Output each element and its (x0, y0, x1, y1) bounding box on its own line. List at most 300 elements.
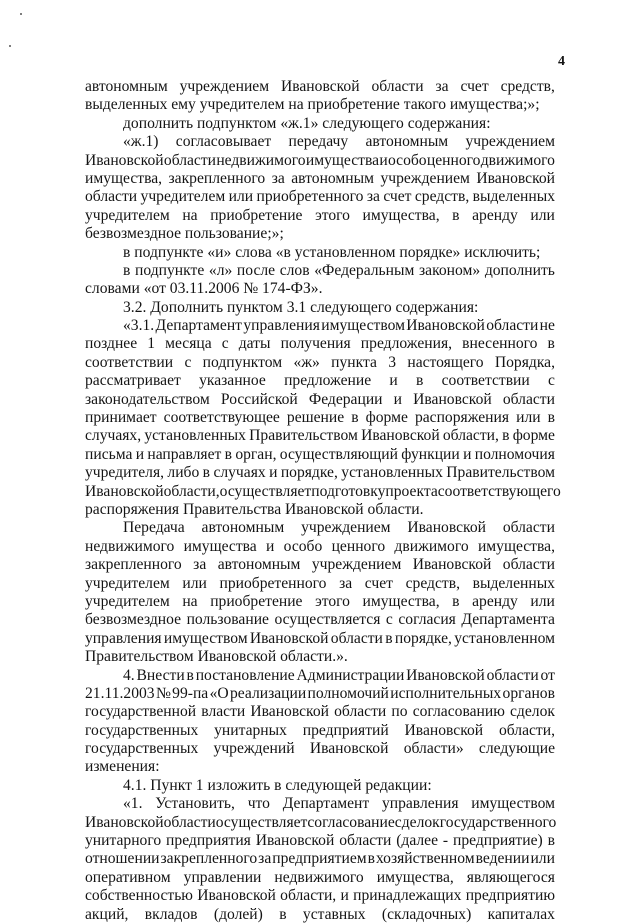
text-word: или (516, 409, 541, 427)
text-word: не (539, 317, 555, 335)
text-word: законодательством (85, 390, 210, 408)
text-word: реализации (229, 684, 307, 702)
text-word: направляет (147, 445, 222, 463)
text-word: настоящего (407, 353, 484, 371)
text-word: соответствующего (437, 482, 561, 500)
text-word: учреждений (213, 740, 295, 758)
text-word: сделок (510, 703, 555, 721)
text-word: или (530, 206, 555, 224)
text-word: области, (163, 482, 220, 500)
text-word: сделок (394, 813, 440, 831)
text-word: с (385, 611, 393, 629)
text-line (85, 299, 555, 317)
text-word: закрепленного (168, 169, 266, 187)
text-word: 4. (123, 666, 135, 684)
text-word: предприятием (272, 850, 367, 868)
text-word: с (548, 372, 555, 390)
text-word: счет (460, 78, 489, 95)
text-line (85, 317, 555, 335)
text-word: «Федеральным (314, 261, 415, 279)
text-word: получения (280, 335, 351, 353)
text-word: рассматривает (85, 372, 181, 390)
text-word: закрепленного (160, 850, 258, 868)
text-word: хозяйственном (375, 850, 475, 868)
text-line (85, 244, 555, 262)
text-line (85, 409, 555, 427)
text-word: отношении (85, 850, 160, 868)
text-word: внесенного (462, 335, 538, 353)
text-word: и (389, 372, 398, 390)
text-word: имущества, (362, 592, 440, 610)
text-word: согласование (307, 813, 395, 831)
text-word: и (266, 537, 275, 555)
text-word: позднее (85, 335, 138, 353)
text-word: - (442, 832, 449, 850)
text-word: собственностью (85, 887, 193, 905)
text-word: Порядка, (494, 353, 555, 371)
text-line (85, 887, 555, 905)
text-word: особо (283, 537, 323, 555)
text-word: за (366, 188, 380, 206)
text-line (85, 372, 555, 390)
text-word: подпунктом (202, 353, 283, 371)
text-word: приобретенного (219, 574, 327, 592)
text-word: выделенных (472, 574, 555, 592)
text-word: вкладов (144, 905, 198, 923)
text-word: в (279, 905, 287, 923)
text-word: порядке, (280, 464, 338, 482)
text-word: соответствии (441, 372, 530, 390)
text-word: имущества, (362, 206, 440, 224)
text-word: безвозмездное (85, 611, 182, 629)
text-word: средств, (500, 78, 555, 95)
text-word: форме (512, 427, 555, 445)
text-word: Ивановской (309, 740, 389, 758)
text-word: согласовывает (175, 133, 272, 151)
text-word: с (184, 353, 192, 371)
text-word: Ивановской (250, 703, 329, 721)
text-word: Ивановской (361, 427, 440, 445)
text-word: области (163, 151, 217, 169)
text-word: соответствии (85, 353, 174, 371)
text-word: орган, (235, 445, 277, 463)
text-word: Администрации (296, 666, 405, 684)
text-word: государственных (85, 721, 199, 739)
text-word: в (224, 445, 233, 463)
text-word: соответствующее (163, 409, 280, 427)
text-word: унитарных (214, 721, 287, 739)
text-word: аренду (472, 592, 518, 610)
text-word: Ивановской (413, 390, 492, 408)
text-word: Правительством (446, 464, 555, 482)
text-word: управления (85, 629, 162, 647)
text-word: учредителя, (85, 464, 165, 482)
text-word: Ивановской (85, 151, 164, 169)
text-word: (складочных) (381, 905, 472, 923)
text-word: недвижимого (216, 151, 306, 169)
text-word: учреждением (380, 169, 470, 187)
text-word: Внести (136, 666, 185, 684)
text-word: Ивановской (249, 629, 329, 647)
text-word: Ивановской (197, 887, 276, 905)
text-word: случаях (213, 464, 266, 482)
text-word: в (367, 850, 375, 868)
text-word: аренду (472, 206, 518, 224)
text-word: за (339, 574, 353, 592)
text-word: Ивановской (476, 169, 555, 187)
text-line (85, 556, 555, 574)
text-word: автономным (201, 519, 285, 537)
text-word: в (502, 427, 510, 445)
text-word: исполнительных (390, 684, 502, 702)
text-line (85, 832, 555, 850)
text-line (85, 335, 555, 353)
text-word: письма (85, 445, 133, 463)
text-word: государственной (85, 703, 197, 721)
text-word: установленных (341, 464, 443, 482)
text-word: Ивановской (404, 721, 484, 739)
text-line (85, 446, 555, 464)
text-word: подпункте (135, 261, 205, 279)
text-line (85, 703, 555, 721)
text-word: распоряжения (414, 409, 510, 427)
text-word: и (379, 151, 388, 169)
text-word: уставных (302, 905, 366, 923)
text-line (85, 722, 555, 740)
text-line (85, 464, 555, 482)
text-word: «1. (123, 795, 143, 813)
text-word: и (463, 445, 472, 463)
text-word: установленных (144, 427, 246, 445)
text-word: акций, (85, 905, 129, 923)
text-word: Ивановской (412, 556, 492, 574)
text-word: после (236, 261, 276, 279)
text-word: счет (383, 188, 412, 206)
text-word: и (340, 887, 349, 905)
text-word: № (155, 684, 171, 702)
text-word: 1 (147, 335, 156, 353)
text-word: по (391, 703, 408, 721)
text-word: словами «от 03.11.2006 № 174-ФЗ». (85, 280, 323, 298)
text-word: выделенных ему учредителем на приобретение такого имущества;»; (85, 96, 540, 114)
text-word: учредителем (85, 592, 170, 610)
text-word: на (182, 206, 198, 224)
text-word: области, (498, 721, 555, 739)
text-line (85, 630, 555, 648)
text-word: средств, (405, 574, 460, 592)
text-line (85, 740, 555, 758)
text-line (85, 758, 555, 776)
text-line (85, 133, 555, 151)
text-word: форме (365, 409, 408, 427)
text-word: области (502, 556, 555, 574)
text-line (85, 777, 555, 795)
text-word: учреждением (301, 519, 391, 537)
text-word: счет (364, 574, 393, 592)
text-line (85, 280, 555, 298)
text-word: ценного (426, 151, 481, 169)
text-word: (далее (396, 832, 439, 850)
text-word: области (371, 78, 424, 95)
text-word: в (452, 592, 460, 610)
page-number: 4 (558, 54, 565, 69)
text-word: или (530, 850, 555, 868)
text-word: в (385, 629, 393, 647)
text-word: за (193, 556, 207, 574)
text-word: случаях, (85, 427, 142, 445)
text-word: в (202, 464, 211, 482)
text-word: согласия (398, 611, 456, 629)
text-word: области (502, 519, 555, 537)
text-word: законом» (419, 261, 481, 279)
text-word: осуществляется (274, 611, 381, 629)
text-word: за (435, 78, 449, 95)
text-word: средств, (414, 188, 470, 206)
text-line (85, 611, 555, 629)
text-word: указанное (199, 372, 266, 390)
text-word: в (547, 832, 555, 850)
text-word: даты (238, 335, 271, 353)
text-word: пункта (331, 353, 377, 371)
text-word: Ивановской (280, 78, 360, 95)
text-word: в (452, 206, 460, 224)
text-word: власти (201, 703, 246, 721)
text-word: недвижимого (274, 868, 364, 886)
text-word: учреждением (465, 133, 555, 151)
text-word: области (85, 188, 138, 206)
text-word: порядке, (394, 629, 452, 647)
text-word: и (135, 445, 145, 463)
text-word: полномочия (474, 445, 555, 463)
text-word: закрепленного (85, 556, 182, 574)
text-word: области (486, 666, 539, 684)
text-word: подготовку (311, 482, 386, 500)
text-word: государственного (439, 813, 557, 831)
text-word: Установить, (155, 795, 235, 813)
text-word: автономным (291, 169, 374, 187)
text-line (85, 96, 555, 114)
text-word: Ивановской (406, 317, 485, 335)
text-line (85, 869, 555, 887)
text-word: 3 (388, 353, 397, 371)
text-word: области (334, 703, 387, 721)
text-word: в (186, 666, 194, 684)
text-word: этого (315, 206, 350, 224)
text-word: Передача (123, 519, 185, 537)
text-line (85, 482, 561, 501)
text-line (85, 225, 555, 243)
text-line (85, 575, 555, 593)
text-word: учреждением (179, 78, 270, 95)
text-word: в (547, 335, 555, 353)
text-word: и (269, 464, 278, 482)
text-word: имуществом (471, 795, 555, 813)
text-word: осуществляет (215, 813, 308, 831)
text-word: этого (315, 592, 350, 610)
text-word: автономным (85, 78, 168, 95)
text-word: особо (387, 151, 427, 169)
text-word: согласованию (412, 703, 505, 721)
text-word: области (330, 629, 383, 647)
text-line (85, 78, 555, 96)
text-word: полномочий (307, 684, 389, 702)
text-word: или (182, 574, 207, 592)
text-word: Российской (220, 390, 298, 408)
text-word: пользование (186, 611, 269, 629)
text-word: «3.1. (123, 317, 155, 335)
text-line (85, 850, 555, 868)
text-word: учреждением (311, 556, 402, 574)
text-word: Департамент (155, 317, 242, 335)
text-line (85, 501, 555, 519)
text-word: государственных (85, 740, 199, 758)
text-word: в подпункте «и» слова «в установленном порядке» исключить; (123, 243, 541, 261)
text-word: учредителем (85, 574, 170, 592)
text-word: движимого (394, 537, 469, 555)
text-word: ценного (331, 537, 386, 555)
text-word: за (258, 850, 272, 868)
text-word: и (393, 390, 402, 408)
text-word: изменения: (85, 758, 160, 776)
text-word: области (339, 832, 392, 850)
text-word: «О (209, 684, 229, 702)
text-word: Ивановской (407, 519, 486, 537)
text-word: постановление (195, 666, 295, 684)
text-line (85, 519, 555, 537)
text-word: оперативном (85, 868, 171, 886)
text-word: безвозмездное пользование;»; (85, 225, 284, 243)
text-word: области, (442, 427, 499, 445)
text-word: приобретенного (256, 188, 364, 206)
text-word: в (123, 261, 131, 279)
text-word: унитарного (85, 832, 162, 850)
text-word: в (416, 372, 424, 390)
text-word: Федерации (308, 390, 383, 408)
text-word: управлении (183, 868, 262, 886)
text-word: предприятие) (452, 832, 543, 850)
text-word: 3.2. Дополнить пунктом 3.1 следующего содержания: (123, 298, 479, 316)
text-line (85, 262, 555, 280)
text-word: ведении (475, 850, 530, 868)
text-word: автономным (217, 556, 301, 574)
text-word: 99-па (172, 684, 209, 702)
text-line (85, 188, 555, 206)
text-word: имущества (183, 537, 257, 555)
text-word: приобретение (210, 592, 303, 610)
text-word: на (182, 592, 198, 610)
text-word: капиталах (487, 905, 555, 923)
text-word: области, (280, 887, 337, 905)
text-word: или (530, 592, 555, 610)
text-word: приобретение (210, 206, 303, 224)
text-word: от (540, 666, 555, 684)
text-word: принимает (85, 409, 157, 427)
text-word: дополнить (484, 261, 555, 279)
text-word: слов (279, 261, 310, 279)
text-word: недвижимого (85, 537, 175, 555)
text-word: предприятию (465, 887, 555, 905)
text-word: автономным (365, 133, 449, 151)
text-word: имуществом (321, 317, 405, 335)
text-word: или (228, 188, 254, 206)
text-line (85, 648, 555, 666)
text-line (85, 207, 555, 225)
text-word: Правительством (249, 427, 358, 445)
scan-speck (9, 45, 11, 47)
text-line (85, 391, 555, 409)
text-word: управления (243, 317, 320, 335)
text-word: распоряжения Правительства Ивановской области. (85, 500, 424, 518)
text-word: решение (286, 409, 345, 427)
text-word: передачу (288, 133, 349, 151)
text-word: в (547, 409, 555, 427)
scan-speck (20, 13, 22, 15)
text-word: «ж.1) (123, 133, 159, 151)
text-word: за (271, 169, 285, 187)
text-word: 4.1. Пункт 1 изложить в следующей редакции: (123, 776, 432, 794)
text-word: осуществляющий (279, 445, 398, 463)
text-word: области (502, 390, 555, 408)
text-word: имущества, (85, 169, 163, 187)
text-word: функции (401, 445, 460, 463)
text-line (85, 115, 555, 133)
text-line (85, 906, 555, 924)
text-line (85, 814, 555, 832)
text-word: осуществляет (219, 482, 312, 500)
text-word: области (486, 317, 539, 335)
text-line (85, 685, 555, 703)
text-word: Ивановской (85, 482, 164, 500)
text-line (85, 170, 555, 188)
text-word: учредителем (140, 188, 226, 206)
text-word: месяца (165, 335, 212, 353)
text-word: области (163, 813, 216, 831)
text-word: либо (167, 464, 200, 482)
text-word: Правительством Ивановской области.». (85, 648, 348, 666)
text-word: управления (381, 795, 459, 813)
text-word: органов (502, 684, 555, 702)
text-word: выделенных (472, 188, 555, 206)
text-line (85, 354, 555, 372)
text-word: в (351, 409, 359, 427)
text-word: «л» (208, 261, 233, 279)
text-word: учредителем (85, 206, 170, 224)
text-word: Ивановской (406, 666, 485, 684)
document-body (85, 78, 561, 924)
text-word: предприятия (166, 832, 251, 850)
text-line (85, 152, 555, 170)
text-word: предприятий (302, 721, 389, 739)
text-word: установленном (454, 629, 555, 647)
text-word: имуществом (163, 629, 248, 647)
text-word: следующие (478, 740, 555, 758)
text-word: Департамент (282, 795, 370, 813)
text-word: движимого (480, 151, 555, 169)
text-line (85, 667, 555, 685)
text-word: 21.11.2003 (85, 684, 155, 702)
text-word: являющегося (466, 868, 555, 886)
text-word: имущества, (376, 868, 454, 886)
text-word: Ивановской (85, 813, 164, 831)
text-word: Ивановской (255, 832, 335, 850)
text-line (85, 427, 555, 445)
text-word: «ж» (293, 353, 320, 371)
text-word: дополнить подпунктом «ж.1» следующего содержания: (123, 114, 491, 132)
text-word: предложения, (360, 335, 453, 353)
text-line (85, 795, 555, 813)
text-word: области» (403, 740, 464, 758)
text-word: с (221, 335, 229, 353)
